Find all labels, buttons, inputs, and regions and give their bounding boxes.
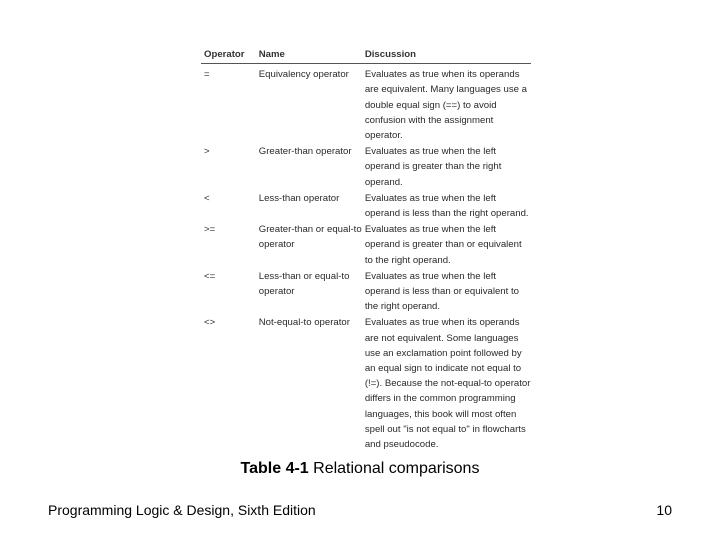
table-row: [201, 190, 531, 221]
relational-operators-table-image: [201, 46, 531, 452]
discussion-cell: Evaluates as true when the left operand is greater than or equivalent to the right operand.: [364, 224, 522, 266]
discussion-cell: Evaluates as true when the left operand is greater than the right operand.: [364, 146, 502, 188]
discussion-cell: Evaluates as true when the left operand is less than or equivalent to the right operand.: [364, 270, 519, 313]
table-header-row: [201, 46, 531, 64]
name-cell: Greater-than or equal-to operator: [258, 224, 362, 251]
operator-cell: <>: [204, 317, 216, 329]
name-cell: Greater-than operator: [258, 146, 352, 158]
relational-operators-table: [201, 46, 531, 452]
name-cell: Less-than operator: [258, 192, 340, 204]
caption-label: Table 4-1: [240, 460, 309, 477]
header-discussion: Discussion: [365, 46, 531, 64]
operator-cell: <=: [204, 270, 216, 282]
name-cell: Not-equal-to operator: [258, 317, 350, 329]
name-cell: Less-than or equal-to operator: [258, 270, 350, 298]
footer-book-title: Programming Logic & Design, Sixth Edition: [48, 502, 316, 518]
operator-cell: =: [204, 69, 210, 81]
name-cell: Equivalency operator: [258, 69, 349, 81]
discussion-cell: Evaluates as true when its operands are not equivalent. Some languages use an exclamation point followed by an equal sign to indicate not equal to (!=). Because the not-equal-to operator differs in the common programming languages, this book will most often spell out "is not equal to" in flowcharts and pseudocode.: [364, 317, 531, 451]
header-name: Name: [259, 46, 365, 64]
footer-page-number: 10: [656, 502, 672, 518]
operator-cell: <: [204, 192, 210, 204]
discussion-cell: Evaluates as true when its operands are equivalent. Many languages use a double equal sign (==) to avoid confusion with the assignment operator.: [364, 69, 527, 142]
table-row: [201, 64, 531, 144]
table-caption: [0, 460, 720, 478]
table-row: [201, 221, 531, 268]
header-operator: Operator: [201, 46, 259, 64]
operator-cell: >: [204, 146, 210, 158]
discussion-cell: Evaluates as true when the left operand is less than the right operand.: [364, 192, 529, 220]
operator-cell: >=: [204, 224, 216, 236]
table-row: [201, 268, 531, 315]
table-row: [201, 314, 531, 452]
caption-text: Relational comparisons: [308, 460, 480, 477]
table-row: [201, 143, 531, 190]
